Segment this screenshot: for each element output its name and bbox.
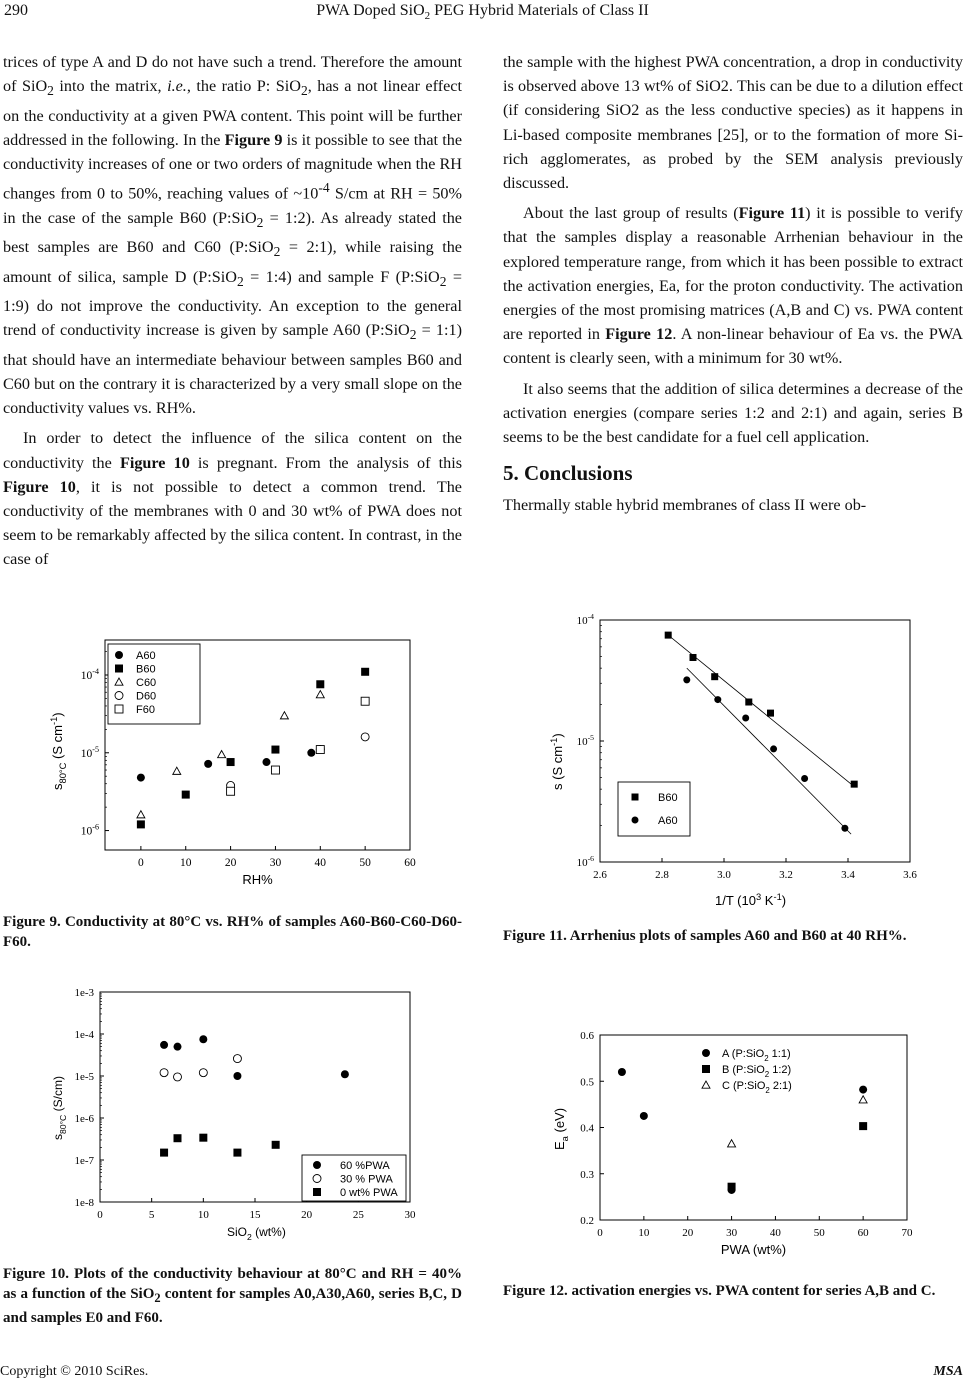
legend-box [618, 782, 690, 836]
figure-12-caption: Figure 12. activation energies vs. PWA content for series A,B and C. [503, 1283, 936, 1299]
data-point-60-pwa [174, 1043, 182, 1051]
data-point-f60 [227, 787, 235, 795]
legend-label: 30 % PWA [340, 1173, 393, 1186]
data-point-a60 [307, 749, 315, 757]
x-tick-label: 60 [404, 857, 416, 869]
legend-marker [115, 692, 123, 700]
data-point-f60 [271, 766, 279, 774]
x-axis-label: RH% [242, 872, 273, 887]
y-tick-label: $10^{-5}$ [80, 744, 99, 760]
data-point-0-wt-pwa [272, 1141, 280, 1149]
legend-label: B60 [136, 663, 156, 676]
x-tick-label: 40 [769, 1227, 781, 1239]
y-tick-label: 0.6 [580, 1030, 594, 1042]
data-point-0-wt-pwa [199, 1134, 207, 1142]
data-point-b60 [137, 820, 145, 828]
data-point-c-p-sio2-2-1- [728, 1140, 736, 1147]
data-point-b60 [745, 699, 752, 706]
y-axis-label: $s_{80^\circ C}$ (S/cm) [51, 1076, 68, 1140]
y-tick-label: $10^{-6}$ [80, 822, 99, 838]
legend-label: F60 [136, 704, 155, 716]
running-title: PWA Doped SiO$_2$ PEG Hybrid Materials of Class II [316, 2, 649, 23]
data-point-b60 [711, 673, 718, 680]
y-tick-label: $10^{-6}$ [576, 854, 594, 869]
x-axis-label: SiO$_2$ (wt%) [227, 1225, 286, 1242]
x-axis-label: PWA (wt%) [720, 1242, 787, 1257]
data-point-60-pwa [199, 1035, 207, 1043]
data-point-c60 [316, 691, 324, 698]
legend-label: B (P:SiO$_2$ 1:2) [722, 1064, 792, 1079]
figure-11-chart [540, 610, 930, 915]
data-point-a-p-sio2-1-1- [859, 1086, 867, 1094]
data-point-a60 [801, 775, 808, 782]
y-tick-label: 1e-8 [74, 1197, 94, 1209]
y-tick-label: 0.5 [580, 1076, 594, 1089]
data-point-60-pwa [160, 1041, 168, 1049]
legend-label: A (P:SiO$_2$ 1:1) [722, 1048, 791, 1063]
legend-label: 60 %PWA [340, 1160, 390, 1172]
data-point-30-pwa [160, 1069, 168, 1077]
data-point-b-p-sio2-1-2- [728, 1183, 736, 1191]
x-tick-label: 50 [359, 857, 371, 869]
data-point-d60 [361, 733, 369, 741]
right-paragraph-1: the sample with the highest PWA concentration, a drop in conductivity is observed above 13 wt% of SiO2. This can be due to a dilution effect (if considering SiO2 as the less conductive species) as it happens in Li-based composite membranes [25], or to the formation of more Si-rich agglomerates, as probed by the SEM analysis previously discussed. [503, 53, 963, 193]
data-point-b60 [767, 710, 774, 717]
right-paragraph-2: About the last group of results (Figure 11) it is possible to verify that the samples display a reasonable Arrhenian behaviour in the explored temperature range, from which it has been possible to extract the activation energies, Ea, for the proton conductivity. The activation energies of the most promising matrices (A,B and C) vs. PWA content are reported in Figure 12. A non-linear behaviour of Ea vs. the PWA content is clearly seen, with a minimum for 30 wt%. [503, 204, 963, 368]
x-tick-label: 3.6 [903, 869, 917, 881]
x-tick-label: 2.6 [593, 869, 607, 881]
legend-label: C60 [136, 677, 157, 689]
legend-label: C (P:SiO$_2$ 2:1) [722, 1080, 792, 1095]
data-point-c60 [280, 712, 288, 719]
data-point-b60 [665, 632, 672, 639]
data-point-c-p-sio2-2-1- [859, 1096, 867, 1103]
y-tick-label: 1e-4 [74, 1029, 94, 1041]
data-point-a60 [841, 825, 848, 832]
y-tick-label: 0.3 [580, 1168, 594, 1181]
legend-marker [702, 1065, 710, 1073]
y-axis-label: $E_a$ (eV) [552, 1107, 570, 1150]
x-axis-label: 1/T ($10^3$ $K^{-1}$) [715, 892, 787, 908]
legend-marker [702, 1049, 710, 1057]
figure-9-caption: Figure 9. Conductivity at 80°C vs. RH% of samples A60-B60-C60-D60-F60. [3, 914, 462, 950]
data-point-60-pwa [233, 1072, 241, 1080]
x-tick-label: 3.2 [779, 869, 793, 881]
x-tick-label: 30 [726, 1227, 738, 1239]
x-tick-label: 5 [148, 1209, 155, 1221]
y-tick-label: $10^{-4}$ [80, 667, 99, 682]
data-point-b60 [316, 680, 324, 688]
data-point-0-wt-pwa [160, 1149, 168, 1157]
figure-11-caption: Figure 11. Arrhenius plots of samples A60 and B60 at 40 RH%. [503, 928, 907, 944]
legend-marker [632, 794, 639, 801]
page-header [0, 2, 965, 24]
legend-label: A60 [658, 815, 678, 827]
y-tick-label: 1e-6 [74, 1113, 94, 1125]
data-point-c60 [173, 767, 181, 774]
copyright: Copyright © 2010 SciRes. [0, 1364, 149, 1379]
figure-9-chart [40, 630, 430, 900]
right-paragraph-3: It also seems that the addition of silica determines a decrease of the activation energies (compare series 1:2 and 2:1) and again, series B seems to be the best candidate for a fuel cell application. [503, 379, 963, 447]
x-tick-label: 70 [901, 1227, 913, 1239]
legend-label: D60 [136, 690, 157, 703]
x-tick-label: 40 [314, 857, 327, 869]
y-tick-label: 0.2 [580, 1215, 594, 1227]
y-tick-label: 1e-7 [74, 1155, 94, 1167]
right-column [503, 50, 963, 518]
data-point-30-pwa [174, 1073, 182, 1081]
x-tick-label: 30 [404, 1209, 416, 1221]
data-point-60-pwa [341, 1070, 349, 1078]
x-tick-label: 30 [269, 857, 282, 869]
legend-marker [115, 665, 123, 673]
data-point-a60 [683, 676, 690, 683]
data-point-a60 [204, 760, 212, 768]
data-point-a60 [714, 696, 721, 703]
figure-10-chart [40, 980, 430, 1250]
x-tick-label: 60 [857, 1227, 869, 1239]
legend-label: 0 wt% PWA [340, 1187, 398, 1199]
x-tick-label: 25 [352, 1209, 364, 1221]
data-point-f60 [361, 697, 369, 705]
right-paragraph-4: Thermally stable hybrid membranes of class II were ob- [503, 496, 867, 515]
figure-12-chart [540, 1005, 930, 1270]
x-tick-label: 0 [138, 857, 144, 869]
legend-label: B60 [658, 792, 678, 804]
y-tick-label: $10^{-4}$ [576, 612, 594, 627]
journal-abbrev: MSA [933, 1364, 963, 1379]
legend-marker [115, 651, 123, 659]
x-tick-label: 20 [682, 1227, 694, 1239]
x-tick-label: 10 [197, 1209, 209, 1221]
left-paragraph-1: trices of type A and D do not have such a trend. Therefore the amount of SiO$_2$ into the matrix, i.e., the ratio P: SiO$_2$, has a not linear effect on the conductivity at a given PWA content. This point will be further addressed in the following. In the Figure 9 is it possible to see that the conductivity increases of one or two orders of magnitude when the RH changes from 0 to 50%, reaching values of $\sim 10^{-4}$ S/cm at RH = 50% in the case of the sample B60 (P:SiO$_2$ = 1:2). As already stated the best samples are B60 and C60 (P:SiO$_2$ = 2:1), while raising the amount of silica, sample D (P:SiO$_2$ = 1:4) and sample F (P:SiO$_2$ = 1:9) do not improve the conductivity. An exception to the general trend of conductivity increase is given by sample A60 (P:SiO$_2$ = 1:1) that should have an intermediate behaviour between samples B60 and C60 but on the contrary it is characterized by a very small slope on the conductivity values vs. RH%. [3, 53, 463, 418]
legend-marker [313, 1188, 321, 1196]
page-number: 290 [4, 2, 28, 19]
fit-line-a60 [687, 668, 851, 834]
legend-marker [313, 1175, 321, 1183]
data-point-b60 [690, 654, 697, 661]
x-tick-label: 3.4 [841, 869, 855, 881]
legend-label: A60 [136, 650, 156, 662]
y-tick-label: 1e-5 [74, 1071, 94, 1083]
data-point-f60 [316, 746, 324, 754]
data-point-b60 [182, 791, 190, 799]
x-tick-label: 20 [224, 857, 237, 869]
legend-marker [115, 705, 123, 713]
x-tick-label: 20 [301, 1209, 313, 1221]
data-point-a60 [137, 774, 145, 782]
figure-10-caption: Figure 10. Plots of the conductivity behaviour at 80°C and RH = 40% as a function of the SiO$_2$ content for samples A0,A30,A60, series B,C, D and samples E0 and F60. [3, 1266, 462, 1326]
y-axis-label: $s_{80^\circ C}$ (S $cm^{-1}$) [49, 712, 68, 790]
data-point-30-pwa [199, 1069, 207, 1077]
data-point-c60 [137, 811, 145, 818]
data-point-c60 [218, 751, 226, 758]
data-point-0-wt-pwa [174, 1134, 182, 1142]
x-tick-label: 3.0 [717, 869, 731, 881]
y-axis-label: s (S $cm^{-1}$) [549, 733, 565, 790]
x-tick-label: 2.8 [655, 869, 669, 881]
data-point-30-pwa [233, 1055, 241, 1063]
section-title: 5. Conclusions [503, 461, 633, 486]
x-tick-label: 0 [597, 1227, 603, 1239]
x-tick-label: 15 [249, 1209, 261, 1221]
data-point-a60 [262, 758, 270, 766]
data-point-a60 [770, 745, 777, 752]
data-point-b-p-sio2-1-2- [859, 1122, 867, 1130]
x-tick-label: 50 [813, 1227, 825, 1239]
left-column [3, 50, 462, 572]
data-point-b60 [851, 781, 858, 788]
legend-marker [702, 1081, 710, 1088]
x-tick-label: 0 [97, 1209, 103, 1221]
data-point-b60 [361, 668, 369, 676]
y-tick-label: 0.4 [580, 1122, 594, 1135]
y-tick-label: $10^{-5}$ [576, 733, 594, 748]
data-point-a-p-sio2-1-1- [618, 1068, 626, 1076]
legend-marker [313, 1161, 321, 1169]
legend-marker [632, 817, 639, 824]
data-point-a-p-sio2-1-1- [640, 1112, 648, 1120]
y-tick-label: 1e-3 [74, 987, 94, 999]
x-tick-label: 10 [179, 857, 192, 869]
x-tick-label: 10 [638, 1227, 650, 1239]
data-point-a60 [742, 714, 749, 721]
data-point-b60 [227, 758, 235, 766]
data-point-b60 [271, 746, 279, 754]
left-paragraph-2: In order to detect the influence of the silica content on the conductivity the Figure 10 is pregnant. From the analysis of this Figure 10, it is not possible to detect a common trend. The conductivity of the membranes with 0 and 30 wt% of PWA does not seem to be remarkably affected by the silica content. In contrast, in the case of [3, 429, 462, 569]
data-point-0-wt-pwa [233, 1149, 241, 1157]
